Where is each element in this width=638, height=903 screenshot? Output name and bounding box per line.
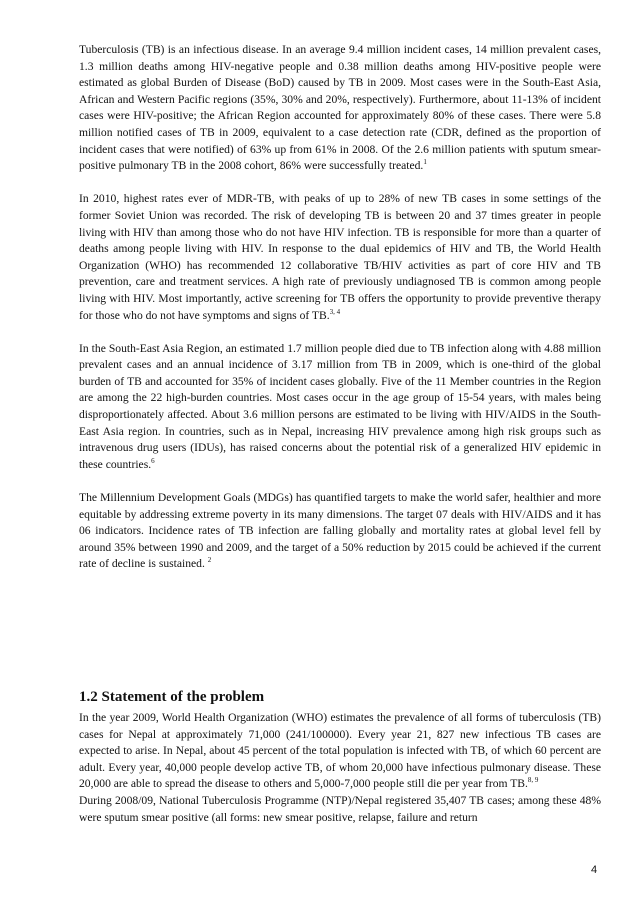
citation-ref: 1 — [423, 158, 427, 167]
body-text — [79, 42, 601, 590]
section-body — [79, 710, 601, 826]
page-number: 4 — [591, 864, 598, 876]
paragraph-nepal-prevalence: In the year 2009, World Health Organization (WHO) estimates the prevalence of all forms of tuberculosis (TB) cases for Nepal at approximately 71,000 (241/100000). Every year 21, 827 new infectious TB cases are expected to arise. In Nepal, about 45 percent of the total population is infected with TB, of which 60 percent are adult. Every year, 40,000 people develop active TB, of whom 20,000 have infectious pulmonary disease. These 20,000 are able to spread the disease to others and 5,000-7,000 people still die per year from TB.$^{8, 9}$ — [79, 711, 601, 791]
paragraph-tb-global-burden: Tuberculosis (TB) is an infectious disease. In an average 9.4 million incident cases, 14 million prevalent cases, 1.3 million deaths among HIV-negative people and 0.38 million deaths among HIV-positive people were estimated as global Burden of Disease (BoD) caused by TB in 2009. Most cases were in the South-East Asia, African and Western Pacific regions (35%, 30% and 20%, respectively). Furthermore, about 11-13% of incident cases were HIV-positive; the African Region accounted for approximately 80% of these cases. There were 5.8 million notified cases of TB in 2009, equivalent to a case detection rate (CDR, defined as the proportion of incident cases that were notified) of 63% up from 61% in 2008. Of the 2.6 million patients with sputum smear-positive pulmonary TB in the 2008 cohort, 86% were successfully treated.$^1$ — [79, 43, 601, 173]
paragraph-mdgs: The Millennium Development Goals (MDGs) has quantified targets to make the world safer, healthier and more equitable by addressing extreme poverty in its many dimensions. The target 07 deals with HIV/AIDS and it has 06 indicators. Incidence rates of TB infection are falling globally and mortality rates at global level fell by around 35% between 1990 and 2009, and the target of a 50% reduction by 2015 could be achieved if the current rate of decline is sustained. $^2$ — [79, 491, 601, 571]
section-heading: 1.2 Statement of the problem — [79, 689, 265, 705]
paragraph-south-east-asia: In the South-East Asia Region, an estimated 1.7 million people died due to TB infection along with 4.88 million prevalent cases and an annual incidence of 3.17 million from TB in 2009, which is one-third of the global burden of TB and accounted for 35% of incident cases globally. Five of the 11 Member countries in the Region are among the 22 high-burden countries. Most cases occur in the age group of 15-54 years, with males being disproportionately affected. About 3.6 million persons are estimated to be living with HIV/AIDS in the South-East Asia region. In countries, such as in Nepal, increasing HIV prevalence among high risk groups such as intravenous drug users (IDUs), has raised concerns about the potential risk of a generalized HIV epidemic in these countries.$^6$ — [79, 341, 601, 471]
paragraph-ntp-registration: During 2008/09, National Tuberculosis Programme (NTP)/Nepal registered 35,407 TB cases; among these 48% were sputum smear positive (all forms: new smear positive, relapse, failure and return — [79, 793, 601, 824]
citation-ref: 8, 9 — [527, 776, 539, 785]
paragraph-mdr-tb-hiv: In 2010, highest rates ever of MDR-TB, with peaks of up to 28% of new TB cases in some settings of the former Soviet Union was recorded. The risk of developing TB is between 20 and 37 times greater in people living with HIV than among those who do not have HIV infection. TB is responsible for more than a quarter of deaths among people living with HIV. In response to the dual epidemics of HIV and TB, the World Health Organization (WHO) has recommended 12 collaborative TB/HIV activities as part of core HIV and TB prevention, care and treatment services. A high rate of previously undiagnosed TB is common among people living with HIV. Most importantly, active screening for TB offers the opportunity to provide preventive therapy for those who do not have symptoms and signs of TB.$^{3, 4}$ — [79, 192, 601, 322]
citation-ref: 3, 4 — [329, 307, 341, 316]
citation-ref: 6 — [151, 456, 155, 465]
citation-ref: 2 — [207, 556, 212, 565]
